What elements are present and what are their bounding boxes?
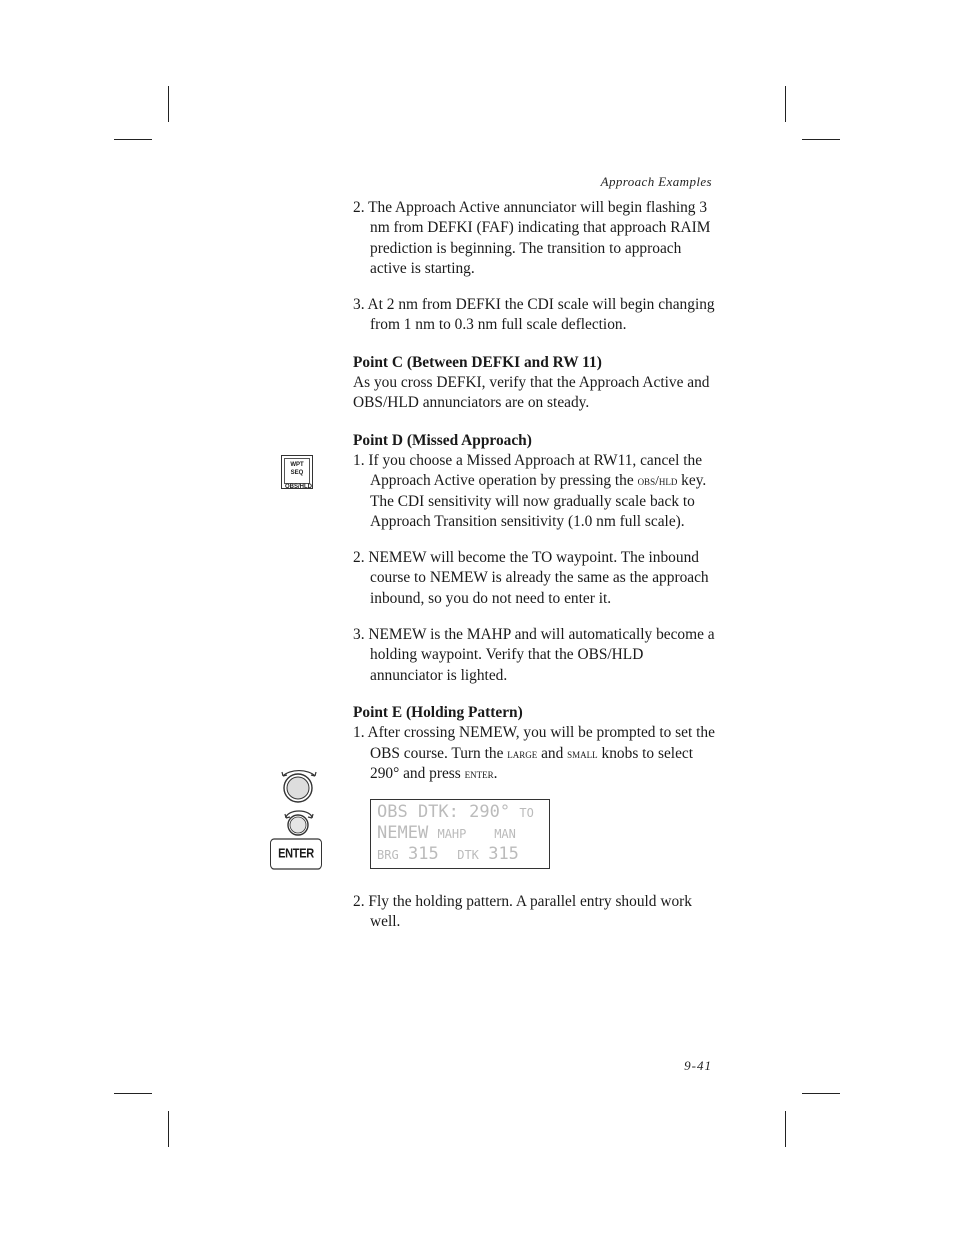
list-item: 2. NEMEW will become the TO waypoint. The inbound course to NEMEW is already the same as the approach inbound, so you do not need to enter it. <box>353 549 709 607</box>
large-knob-ref: large <box>507 745 538 761</box>
crop-mark <box>785 1111 786 1147</box>
gps-lcd-display <box>370 799 550 869</box>
crop-mark <box>785 86 786 122</box>
list-item: 1. After crossing NEMEW, you will be prompted to set the OBS course. Turn the large and small knobs to select 290° and press enter. <box>353 724 715 782</box>
list-item: 3. NEMEW is the MAHP and will automatically become a holding waypoint. Verify that the OBS/HLD annunciator is lighted. <box>353 626 715 684</box>
main-content <box>353 198 718 949</box>
enter-key-ref: enter <box>464 765 494 781</box>
section-header: Approach Examples <box>600 174 712 189</box>
point-d-heading: Point D (Missed Approach) <box>353 431 532 449</box>
large-knob-icon <box>277 766 321 806</box>
small-knob-ref: small <box>567 745 598 761</box>
lcd-row-1: OBS DTK: 290° TO <box>377 802 534 823</box>
lcd-row-3: BRG 315 DTK 315 <box>377 844 519 865</box>
crop-mark <box>168 1111 169 1147</box>
obs-hld-key-ref: obs/hld <box>637 473 678 489</box>
lcd-row-2: NEMEW MAHP MAN <box>377 823 516 844</box>
key-label-wpt-seq: WPT SEQ <box>290 462 304 476</box>
crop-mark <box>802 139 840 140</box>
crop-mark <box>114 139 152 140</box>
crop-mark <box>168 86 169 122</box>
page-number: 9-41 <box>684 1058 712 1073</box>
point-c-text: As you cross DEFKI, verify that the Approach Active and OBS/HLD annunciators are on steady. <box>353 374 710 412</box>
list-item: 2. Fly the holding pattern. A parallel entry should work well. <box>353 893 692 931</box>
small-knob-icon <box>281 810 317 840</box>
crop-mark <box>114 1093 152 1094</box>
list-item: 1. If you choose a Missed Approach at RW11, cancel the Approach Active operation by pressing the obs/hld key. The CDI sensitivity will now gradually scale back to Approach Transition sensitivity (1.0 nm full scale). <box>353 451 707 530</box>
key-label-obs-hld: OBS/HLD <box>285 484 312 490</box>
wpt-seq-obs-hld-key-icon <box>281 455 313 489</box>
crop-mark <box>802 1093 840 1094</box>
enter-key-icon: ENTER <box>270 838 322 869</box>
list-item: 3. At 2 nm from DEFKI the CDI scale will begin changing from 1 nm to 0.3 nm full scale deflection. <box>353 296 715 334</box>
list-item: 2. The Approach Active annunciator will begin flashing 3 nm from DEFKI (FAF) indicating that approach RAIM prediction is beginning. The transition to approach active is starting. <box>353 199 711 277</box>
point-e-heading: Point E (Holding Pattern) <box>353 703 523 721</box>
point-c-heading: Point C (Between DEFKI and RW 11) <box>353 353 602 371</box>
